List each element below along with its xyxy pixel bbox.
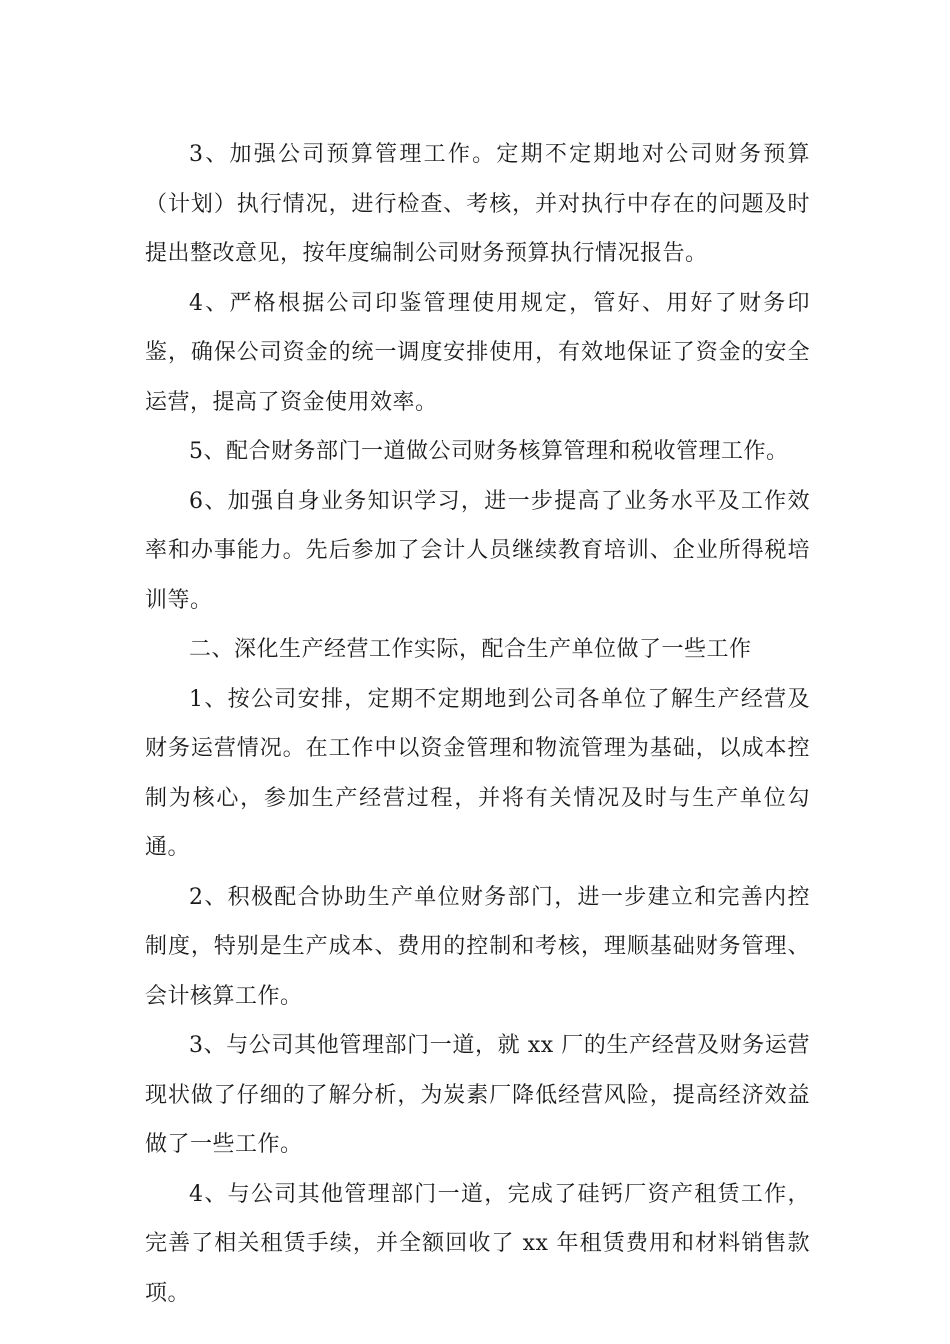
paragraph-internal-control: 2、积极配合协助生产单位财务部门，进一步建立和完善内控制度，特别是生产成本、费用的控制和考核，理顺基础财务管理、会计核算工作。 [145, 884, 810, 1009]
paragraph-self-study: 6、加强自身业务知识学习，进一步提高了业务水平及工作效率和办事能力。先后参加了会计人员继续教育培训、企业所得税培训等。 [145, 488, 810, 613]
paragraph-accounting-tax: 5、配合财务部门一道做公司财务核算管理和税收管理工作。 [189, 439, 789, 464]
section-heading-production: 二、深化生产经营工作实际，配合生产单位做了一些工作 [189, 637, 752, 662]
paragraph-factory-analysis: 3、与公司其他管理部门一道，就 xx 厂的生产经营及财务运营现状做了仔细的了解分析，为炭素厂降低经营风险，提高经济效益做了一些工作。 [145, 1033, 810, 1157]
paragraph-asset-lease: 4、与公司其他管理部门一道，完成了硅钙厂资产租赁工作，完善了相关租赁手续，并全额回收了 xx 年租赁费用和材料销售款项。 [145, 1181, 810, 1306]
paragraph-site-visits: 1、按公司安排，定期不定期地到公司各单位了解生产经营及财务运营情况。在工作中以资金管理和物流管理为基础，以成本控制为核心，参加生产经营过程，并将有关情况及时与生产单位勾通。 [145, 686, 810, 860]
paragraph-budget-management: 3、加强公司预算管理工作。定期不定期地对公司财务预算（计划）执行情况，进行检查、考核，并对执行中存在的问题及时提出整改意见，按年度编制公司财务预算执行情况报告。 [145, 142, 810, 266]
document-body [145, 130, 810, 1318]
paragraph-seal-management: 4、严格根据公司印鉴管理使用规定，管好、用好了财务印鉴，确保公司资金的统一调度安排使用，有效地保证了资金的安全运营，提高了资金使用效率。 [145, 290, 810, 415]
